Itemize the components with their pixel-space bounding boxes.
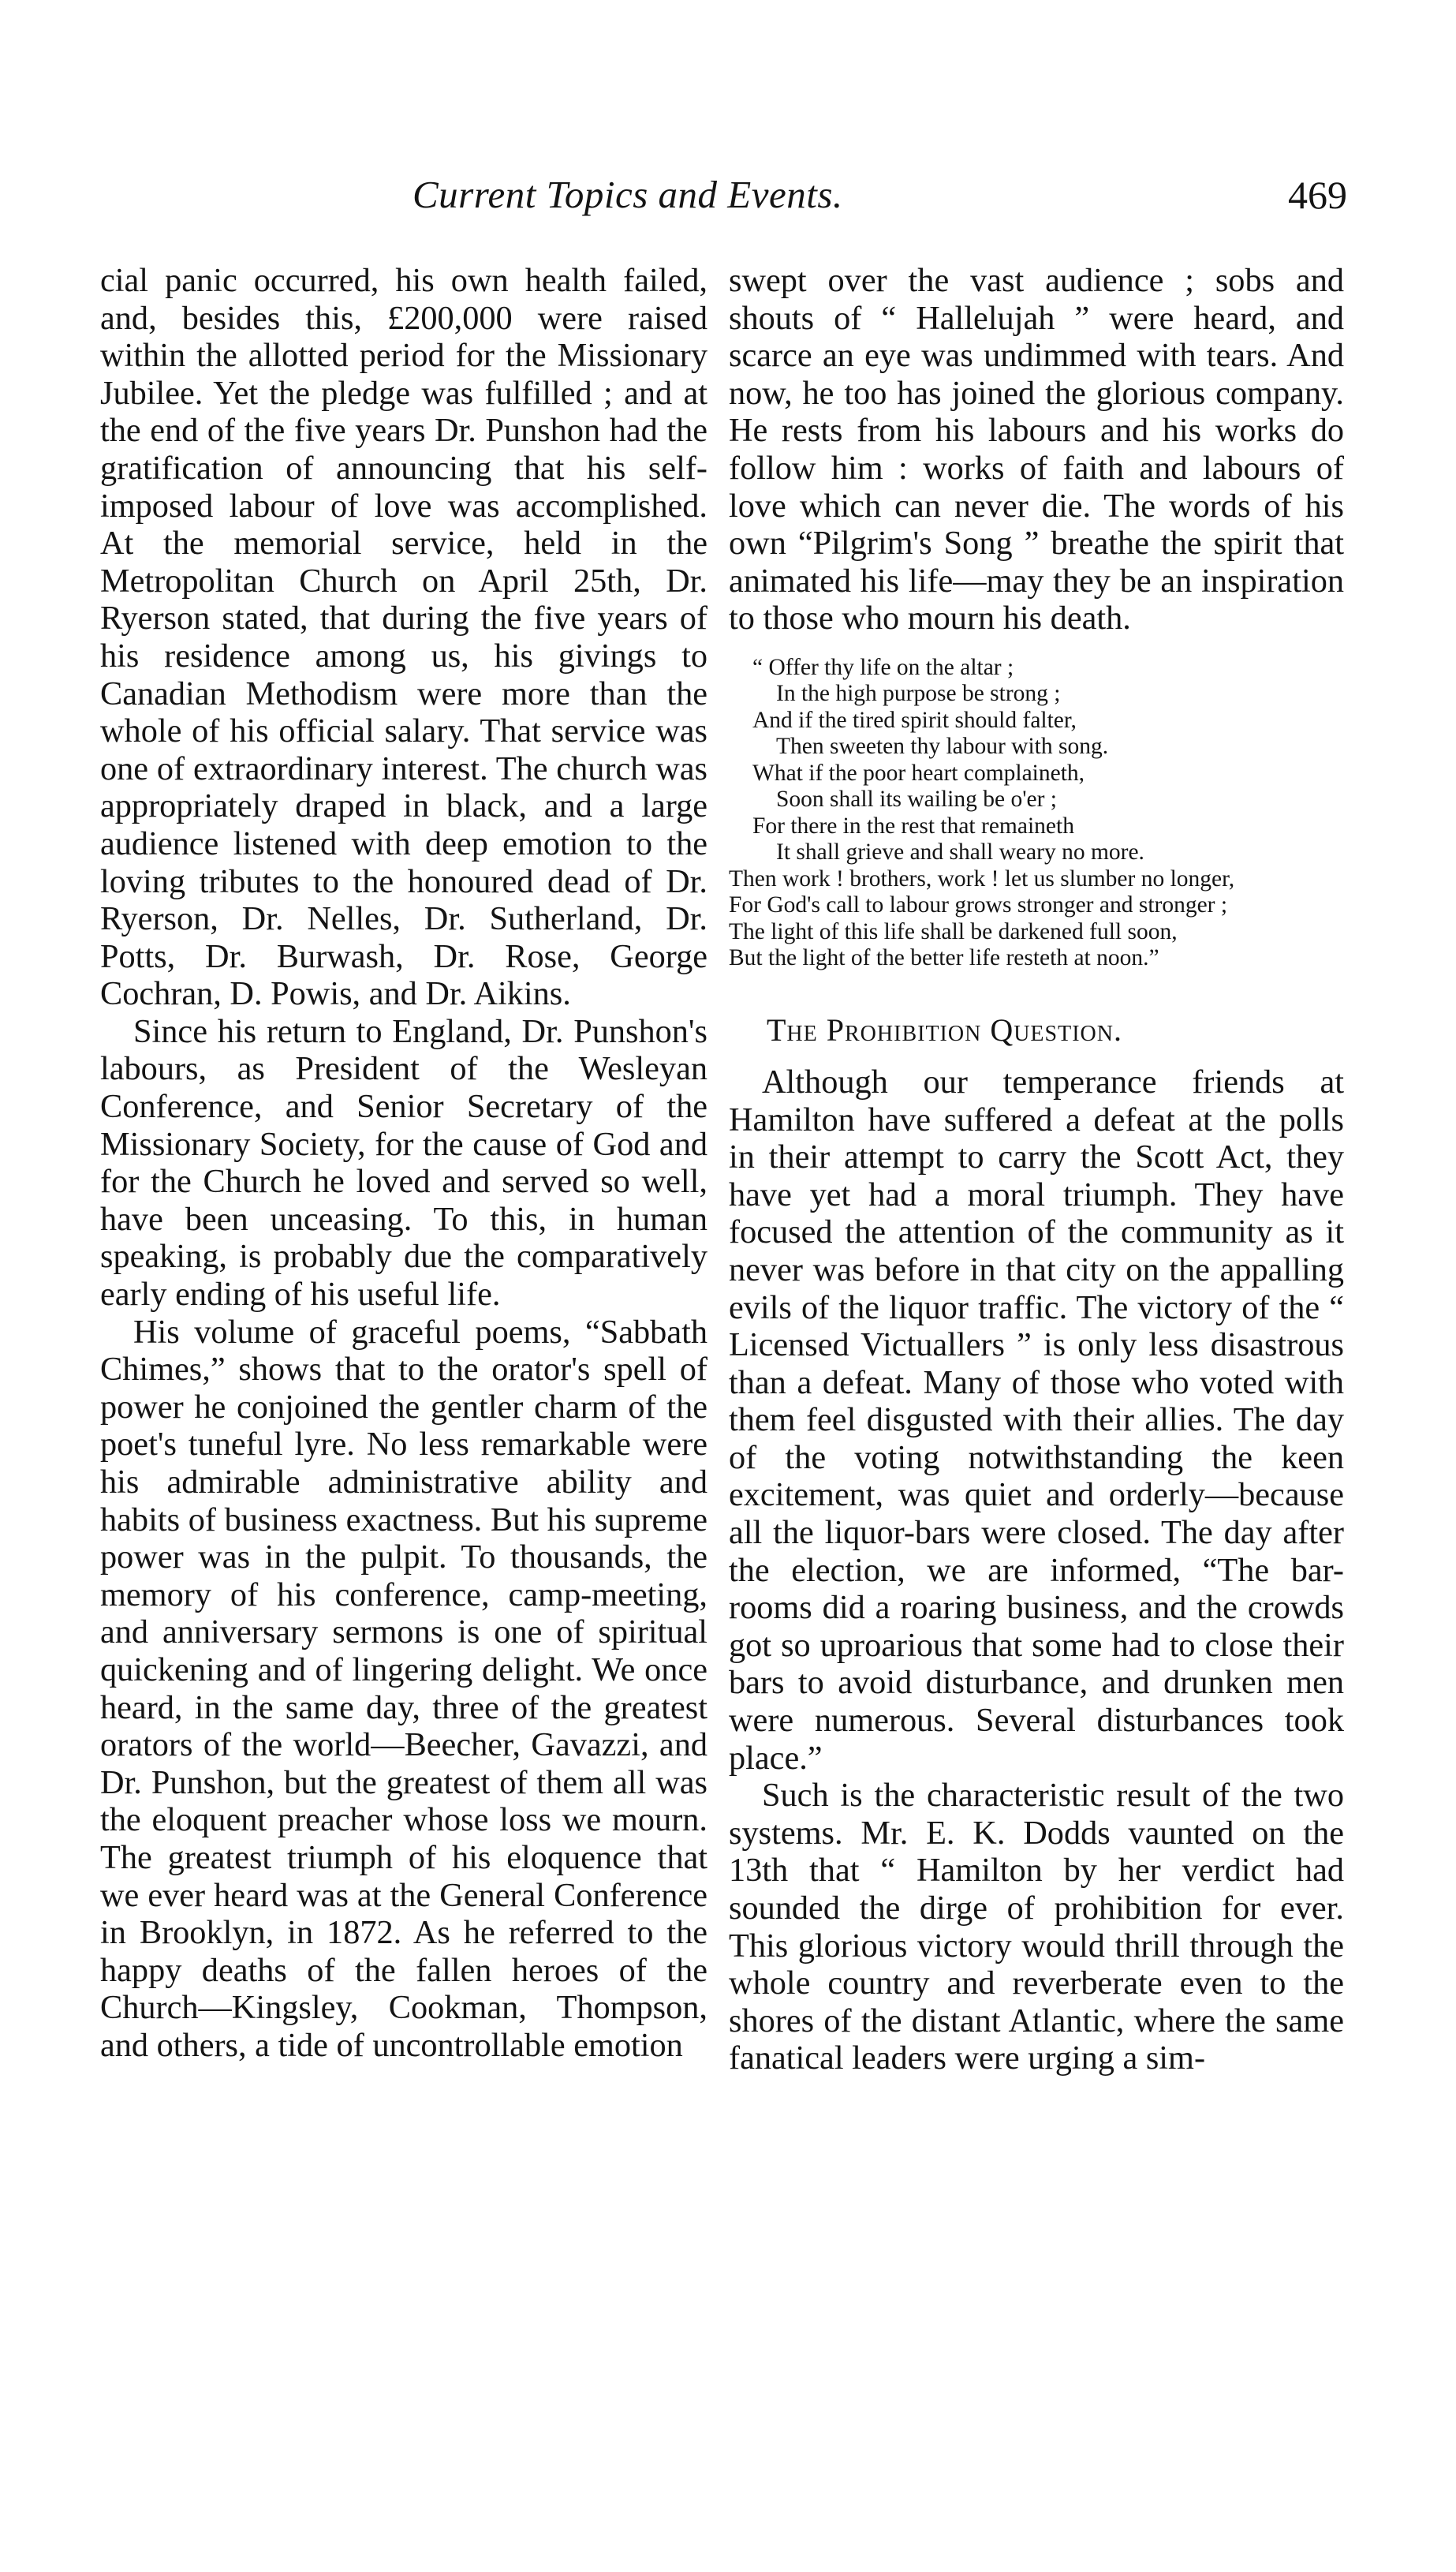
paragraph: swept over the vast audience ; sobs and shouts of “ Hallelujah ” were heard, and scarce an eye was undimmed with tears. And now, he too has joined the glorious company. He rests from his labours and his works do follow him : works of faith and labours of love which can never die. The words of his own “Pilgrim's Song ” breathe the spirit that animated his life—may they be an inspiration to those who mourn his death. bbox=[729, 262, 1344, 637]
paragraph: Since his return to England, Dr. Punshon's labours, as President of the Wesleyan Conference, and Senior Secretary of the Missionary Society, for the cause of God and for the Church he loved and served so well, have been unceasing. To this, in human speaking, is probably due the comparatively early ending of his useful life. bbox=[100, 1012, 707, 1314]
poem-line: Then work ! brothers, work ! let us slumber no longer, bbox=[729, 865, 1235, 892]
left-column bbox=[100, 262, 707, 2065]
poem-line: But the light of the better life resteth at noon.” bbox=[729, 945, 1159, 971]
paragraph: cial panic occurred, his own health failed, and, besides this, £200,000 were raised within the allotted period for the Missionary Jubilee. Yet the pledge was fulfilled ; and at the end of the five years Dr. Punshon had the gratification of announcing that his self-imposed labour of love was accomplished. At the memorial service, held in the Metropolitan Church on April 25th, Dr. Ryerson stated, that during the five years of his residence among us, his givings to Canadian Methodism were more than the whole of his official salary. That service was one of extraordinary interest. The church was appropriately draped in black, and a large audience listened with deep emotion to the loving tributes to the honoured dead of Dr. Ryerson, Dr. Nelles, Dr. Sutherland, Dr. Potts, Dr. Burwash, Dr. Rose, George Cochran, D. Powis, and Dr. Aikins. bbox=[100, 262, 707, 1013]
paragraph: Such is the characteristic result of the two systems. Mr. E. K. Dodds vaunted on the 13th that “ Hamilton by her verdict had sounded the dirge of prohibition for ever. This glorious victory would thrill through the whole country and reverberate even to the shores of the distant Atlantic, where the same fanatical leaders were urging a sim- bbox=[729, 1777, 1344, 2077]
running-head bbox=[101, 172, 1347, 227]
poem-line: For there in the rest that remaineth bbox=[752, 813, 1074, 839]
paragraph: Although our temperance friends at Hamilton have suffered a defeat at the polls in their attempt to carry the Scott Act, they have yet had a moral triumph. They have focused the attention of the community as it never was before in that city on the appalling evils of the liquor traffic. The victory of the “ Licensed Victuallers ” is only less disastrous than a defeat. Many of those who voted with them feel disgusted with their allies. The day of the voting notwithstanding the keen excitement, was quiet and orderly—because all the liquor-bars were closed. The day after the election, we are informed, “The bar-rooms did a roaring business, and the crowds got so uproarious that some had to close their bars to avoid disturbance, and drunken men were numerous. Several disturbances took place.” bbox=[729, 1063, 1344, 1777]
poem-line: For God's call to labour grows stronger and stronger ; bbox=[729, 892, 1228, 918]
page-number: 469 bbox=[1288, 173, 1347, 217]
poem-line: The light of this life shall be darkened full soon, bbox=[729, 918, 1178, 944]
quoted-poem bbox=[729, 655, 1344, 972]
paragraph: His volume of graceful poems, “Sabbath Chimes,” shows that to the orator's spell of power he conjoined the gentler charm of the poet's tuneful lyre. No less remarkable were his admirable administrative ability and habits of business exactness. But his supreme power was in the pulpit. To thousands, the memory of his conference, camp-meeting, and anniversary sermons is one of spiritual quickening and of lingering delight. We once heard, in the same day, three of the greatest orators of the world—Beecher, Gavazzi, and Dr. Punshon, but the greatest of them all was the eloquent preacher whose loss we mourn. The greatest triumph of his eloquence that we ever heard was at the General Conference in Brooklyn, in 1872. As he referred to the happy deaths of the fallen heroes of the Church—Kingsley, Cookman, Thompson, and others, a tide of uncontrollable emotion bbox=[100, 1313, 707, 2064]
poem-line: Then sweeten thy labour with song. bbox=[776, 734, 1109, 760]
poem-line: In the high purpose be strong ; bbox=[776, 681, 1061, 707]
poem-line: And if the tired spirit should falter, bbox=[752, 707, 1077, 733]
poem-line: Soon shall its wailing be o'er ; bbox=[776, 787, 1058, 813]
running-title: Current Topics and Events. bbox=[413, 173, 843, 216]
poem-line: What if the poor heart complaineth, bbox=[752, 760, 1085, 786]
right-column bbox=[729, 262, 1344, 2077]
poem-line: It shall grieve and shall weary no more. bbox=[776, 839, 1144, 865]
poem-line: “ Offer thy life on the altar ; bbox=[752, 654, 1014, 680]
section-heading: The Prohibition Question. bbox=[767, 1011, 1122, 1048]
